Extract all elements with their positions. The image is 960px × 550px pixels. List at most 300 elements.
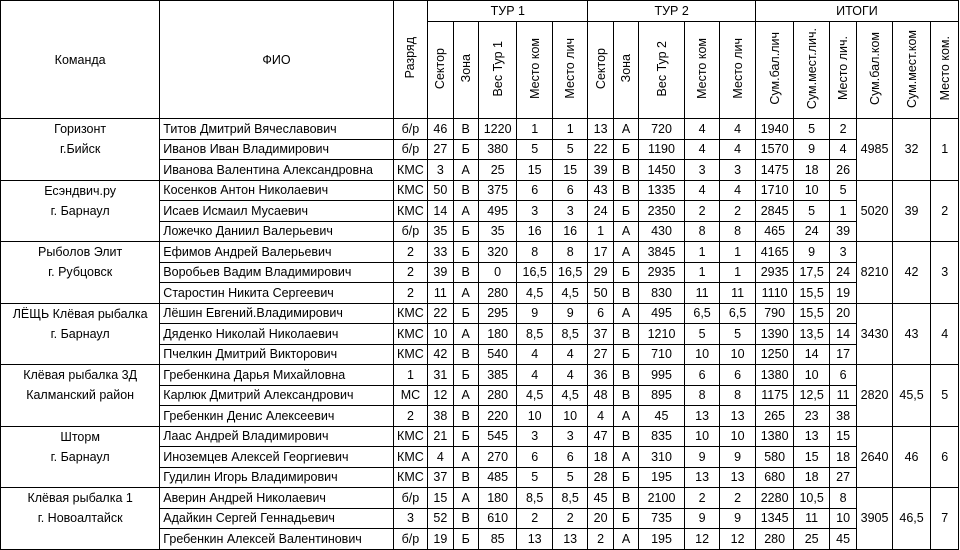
cell-sum-places-pers: 11	[794, 508, 830, 529]
cell-sum-pts-pers: 1175	[755, 385, 794, 406]
cell-place-pers-2: 6,5	[720, 303, 756, 324]
team-cell-blank	[1, 529, 160, 550]
cell-sum-pts-pers: 280	[755, 529, 794, 550]
cell-sum-pts-pers: 1390	[755, 324, 794, 345]
cell-sector-2: 39	[588, 160, 613, 181]
cell-sector-2: 20	[588, 508, 613, 529]
cell-place-pers-total: 26	[829, 160, 856, 181]
cell-zone-2: Б	[613, 344, 638, 365]
team-place: 6	[931, 426, 959, 488]
cell-weight-1: 375	[478, 180, 517, 201]
cell-sum-places-pers: 13,5	[794, 324, 830, 345]
cell-place-team-2: 1	[684, 262, 720, 283]
cell-sum-pts-pers: 1380	[755, 426, 794, 447]
cell-weight-1: 1220	[478, 119, 517, 140]
cell-place-team-2: 8	[684, 221, 720, 242]
cell-sector-2: 28	[588, 467, 613, 488]
cell-place-team-1: 4,5	[517, 385, 553, 406]
cell-sector-1: 46	[428, 119, 453, 140]
table-row	[1, 365, 959, 386]
header-sector-2: Сектор	[588, 22, 613, 119]
cell-sector-2: 22	[588, 139, 613, 160]
cell-place-team-1: 3	[517, 201, 553, 222]
team-sum-places: 43	[892, 303, 931, 365]
cell-sector-1: 33	[428, 242, 453, 263]
cell-zone-2: В	[613, 426, 638, 447]
cell-weight-2: 995	[639, 365, 685, 386]
cell-weight-2: 195	[639, 529, 685, 550]
table-row	[1, 426, 959, 447]
cell-place-pers-1: 8	[552, 242, 588, 263]
cell-place-team-1: 8,5	[517, 488, 553, 509]
header-team: Команда	[1, 1, 160, 119]
table-row	[1, 201, 959, 222]
cell-place-pers-1: 8,5	[552, 324, 588, 345]
cell-sector-2: 18	[588, 447, 613, 468]
team-sum-pts: 3905	[857, 488, 893, 550]
cell-place-team-2: 13	[684, 467, 720, 488]
cell-place-team-2: 6	[684, 365, 720, 386]
cell-place-pers-2: 2	[720, 201, 756, 222]
cell-sector-2: 13	[588, 119, 613, 140]
header-sum-pts-team: Сум.бал.ком	[857, 22, 893, 119]
participant-name: Лаас Андрей Владимирович	[160, 426, 393, 447]
cell-place-pers-1: 15	[552, 160, 588, 181]
cell-place-pers-2: 10	[720, 426, 756, 447]
cell-zone-1: Б	[453, 139, 478, 160]
cell-zone-1: В	[453, 508, 478, 529]
cell-place-pers-total: 38	[829, 406, 856, 427]
cell-rank: б/р	[393, 139, 427, 160]
cell-place-pers-1: 4	[552, 365, 588, 386]
cell-weight-2: 1190	[639, 139, 685, 160]
cell-rank: 2	[393, 406, 427, 427]
cell-weight-2: 1450	[639, 160, 685, 181]
header-tour1: ТУР 1	[428, 1, 588, 22]
cell-zone-2: В	[613, 488, 638, 509]
team-sum-places: 42	[892, 242, 931, 304]
cell-zone-1: В	[453, 262, 478, 283]
cell-weight-2: 835	[639, 426, 685, 447]
team-name: Горизонт	[1, 119, 160, 140]
cell-place-pers-2: 3	[720, 160, 756, 181]
cell-weight-2: 1335	[639, 180, 685, 201]
header-place-team-2: Место ком	[684, 22, 720, 119]
cell-sector-1: 39	[428, 262, 453, 283]
cell-sum-pts-pers: 1940	[755, 119, 794, 140]
header-place-team-1: Место ком	[517, 22, 553, 119]
cell-sum-pts-pers: 790	[755, 303, 794, 324]
cell-weight-2: 430	[639, 221, 685, 242]
cell-place-pers-1: 1	[552, 119, 588, 140]
cell-place-pers-2: 13	[720, 406, 756, 427]
table-row	[1, 406, 959, 427]
cell-sum-places-pers: 25	[794, 529, 830, 550]
cell-place-pers-1: 4,5	[552, 385, 588, 406]
cell-weight-2: 895	[639, 385, 685, 406]
cell-sum-places-pers: 10	[794, 365, 830, 386]
cell-zone-1: А	[453, 385, 478, 406]
cell-place-team-1: 5	[517, 139, 553, 160]
cell-zone-1: В	[453, 119, 478, 140]
cell-sum-pts-pers: 680	[755, 467, 794, 488]
cell-sector-2: 24	[588, 201, 613, 222]
cell-sum-places-pers: 23	[794, 406, 830, 427]
team-city: г. Барнаул	[1, 201, 160, 222]
cell-place-team-2: 5	[684, 324, 720, 345]
cell-weight-1: 485	[478, 467, 517, 488]
header-weight-1: Вес Тур 1	[478, 22, 517, 119]
table-row	[1, 488, 959, 509]
cell-place-pers-total: 15	[829, 426, 856, 447]
cell-place-team-1: 16,5	[517, 262, 553, 283]
cell-place-pers-1: 3	[552, 201, 588, 222]
cell-zone-1: Б	[453, 426, 478, 447]
cell-weight-1: 610	[478, 508, 517, 529]
cell-sum-pts-pers: 4165	[755, 242, 794, 263]
cell-rank: КМС	[393, 344, 427, 365]
participant-name: Иноземцев Алексей Георгиевич	[160, 447, 393, 468]
cell-sum-pts-pers: 265	[755, 406, 794, 427]
cell-place-team-1: 6	[517, 180, 553, 201]
cell-weight-1: 25	[478, 160, 517, 181]
header-sum-places-pers: Сум.мест.лич.	[794, 22, 830, 119]
table-row	[1, 447, 959, 468]
table-row	[1, 344, 959, 365]
cell-weight-1: 270	[478, 447, 517, 468]
cell-zone-2: В	[613, 180, 638, 201]
participant-name: Карлюк Дмитрий Александрович	[160, 385, 393, 406]
team-sum-places: 45,5	[892, 365, 931, 427]
header-place-pers-2: Место лич	[720, 22, 756, 119]
cell-sum-places-pers: 9	[794, 242, 830, 263]
participant-name: Косенков Антон Николаевич	[160, 180, 393, 201]
header-name: ФИО	[160, 1, 393, 119]
cell-rank: 2	[393, 262, 427, 283]
table-row	[1, 283, 959, 304]
team-sum-places: 32	[892, 119, 931, 181]
cell-weight-2: 310	[639, 447, 685, 468]
cell-place-pers-2: 4	[720, 119, 756, 140]
cell-sum-places-pers: 10,5	[794, 488, 830, 509]
participant-name: Титов Дмитрий Вячеславович	[160, 119, 393, 140]
cell-place-pers-1: 4	[552, 344, 588, 365]
table-row	[1, 467, 959, 488]
participant-name: Ефимов Андрей Валерьевич	[160, 242, 393, 263]
cell-place-pers-total: 5	[829, 180, 856, 201]
header-sector-1: Сектор	[428, 22, 453, 119]
participant-name: Пчелкин Дмитрий Викторович	[160, 344, 393, 365]
cell-place-team-2: 8	[684, 385, 720, 406]
table-row	[1, 508, 959, 529]
cell-place-team-2: 2	[684, 488, 720, 509]
cell-place-team-2: 9	[684, 447, 720, 468]
participant-name: Гребенкина Дарья Михайловна	[160, 365, 393, 386]
table-row	[1, 139, 959, 160]
cell-place-pers-2: 4	[720, 180, 756, 201]
team-sum-pts: 8210	[857, 242, 893, 304]
cell-place-team-2: 4	[684, 180, 720, 201]
participant-name: Исаев Исмаил Мусаевич	[160, 201, 393, 222]
team-city: г. Барнаул	[1, 447, 160, 468]
cell-sector-1: 31	[428, 365, 453, 386]
cell-sector-2: 6	[588, 303, 613, 324]
cell-zone-2: А	[613, 119, 638, 140]
cell-weight-2: 45	[639, 406, 685, 427]
participant-name: Лёшин Евгений.Владимирович	[160, 303, 393, 324]
header-sum-pts-pers: Сум.бал.лич	[755, 22, 794, 119]
cell-sector-1: 4	[428, 447, 453, 468]
team-city: г. Новоалтайск	[1, 508, 160, 529]
cell-sum-pts-pers: 1570	[755, 139, 794, 160]
cell-rank: КМС	[393, 426, 427, 447]
cell-sector-1: 21	[428, 426, 453, 447]
cell-zone-1: А	[453, 324, 478, 345]
cell-place-pers-2: 10	[720, 344, 756, 365]
cell-place-team-1: 4,5	[517, 283, 553, 304]
cell-sector-1: 11	[428, 283, 453, 304]
cell-sum-places-pers: 17,5	[794, 262, 830, 283]
table-row	[1, 324, 959, 345]
cell-place-pers-total: 24	[829, 262, 856, 283]
cell-place-pers-total: 20	[829, 303, 856, 324]
cell-place-team-2: 1	[684, 242, 720, 263]
cell-weight-2: 2350	[639, 201, 685, 222]
cell-sector-1: 3	[428, 160, 453, 181]
cell-place-pers-2: 1	[720, 262, 756, 283]
cell-place-team-2: 13	[684, 406, 720, 427]
participant-name: Гудилин Игорь Владимирович	[160, 467, 393, 488]
cell-place-pers-total: 39	[829, 221, 856, 242]
cell-place-pers-2: 4	[720, 139, 756, 160]
team-cell-blank	[1, 160, 160, 181]
cell-sum-places-pers: 14	[794, 344, 830, 365]
cell-weight-2: 195	[639, 467, 685, 488]
cell-zone-1: В	[453, 344, 478, 365]
cell-place-pers-1: 10	[552, 406, 588, 427]
table-row	[1, 242, 959, 263]
cell-weight-1: 320	[478, 242, 517, 263]
cell-weight-1: 380	[478, 139, 517, 160]
team-cell-blank	[1, 344, 160, 365]
cell-weight-1: 35	[478, 221, 517, 242]
cell-rank: КМС	[393, 447, 427, 468]
cell-place-pers-total: 14	[829, 324, 856, 345]
cell-zone-1: А	[453, 488, 478, 509]
cell-sum-places-pers: 12,5	[794, 385, 830, 406]
cell-sum-places-pers: 13	[794, 426, 830, 447]
cell-zone-2: В	[613, 385, 638, 406]
cell-rank: КМС	[393, 324, 427, 345]
cell-zone-1: А	[453, 201, 478, 222]
cell-weight-1: 385	[478, 365, 517, 386]
cell-weight-1: 280	[478, 385, 517, 406]
cell-place-pers-1: 6	[552, 447, 588, 468]
table-row	[1, 221, 959, 242]
cell-place-team-1: 2	[517, 508, 553, 529]
participant-name: Иванова Валентина Александровна	[160, 160, 393, 181]
participant-name: Гребенкин Алексей Валентинович	[160, 529, 393, 550]
cell-place-pers-2: 11	[720, 283, 756, 304]
cell-sum-pts-pers: 465	[755, 221, 794, 242]
cell-zone-2: Б	[613, 139, 638, 160]
cell-zone-2: В	[613, 324, 638, 345]
cell-weight-1: 545	[478, 426, 517, 447]
cell-place-pers-total: 11	[829, 385, 856, 406]
cell-sector-1: 14	[428, 201, 453, 222]
cell-place-team-2: 2	[684, 201, 720, 222]
cell-rank: 2	[393, 242, 427, 263]
cell-place-pers-1: 6	[552, 180, 588, 201]
cell-sector-2: 43	[588, 180, 613, 201]
cell-sector-2: 17	[588, 242, 613, 263]
team-city: г.Бийск	[1, 139, 160, 160]
cell-zone-2: Б	[613, 467, 638, 488]
cell-place-pers-1: 13	[552, 529, 588, 550]
cell-place-team-2: 4	[684, 139, 720, 160]
header-zone-2: Зона	[613, 22, 638, 119]
cell-rank: 2	[393, 283, 427, 304]
cell-sector-1: 52	[428, 508, 453, 529]
cell-sector-2: 29	[588, 262, 613, 283]
cell-sector-2: 48	[588, 385, 613, 406]
cell-zone-2: В	[613, 160, 638, 181]
team-name: Клёвая рыбалка 3Д	[1, 365, 160, 386]
team-sum-pts: 3430	[857, 303, 893, 365]
team-sum-places: 46,5	[892, 488, 931, 550]
header-rank: Разряд	[393, 1, 427, 119]
cell-place-pers-total: 27	[829, 467, 856, 488]
cell-place-pers-1: 8,5	[552, 488, 588, 509]
cell-place-pers-1: 2	[552, 508, 588, 529]
team-cell-blank	[1, 283, 160, 304]
header-weight-2: Вес Тур 2	[639, 22, 685, 119]
cell-place-pers-2: 8	[720, 221, 756, 242]
cell-sector-2: 1	[588, 221, 613, 242]
cell-sector-2: 27	[588, 344, 613, 365]
participant-name: Дяденко Николай Николаевич	[160, 324, 393, 345]
cell-zone-1: Б	[453, 365, 478, 386]
cell-zone-2: В	[613, 283, 638, 304]
cell-weight-2: 2100	[639, 488, 685, 509]
cell-place-pers-total: 10	[829, 508, 856, 529]
cell-place-team-1: 10	[517, 406, 553, 427]
cell-place-pers-1: 5	[552, 139, 588, 160]
team-name: Рыболов Элит	[1, 242, 160, 263]
cell-weight-1: 180	[478, 324, 517, 345]
cell-sum-places-pers: 10	[794, 180, 830, 201]
team-place: 3	[931, 242, 959, 304]
cell-place-team-1: 4	[517, 365, 553, 386]
cell-place-team-2: 4	[684, 119, 720, 140]
cell-rank: б/р	[393, 119, 427, 140]
cell-place-team-1: 5	[517, 467, 553, 488]
team-name: ЛЁЩЬ Клёвая рыбалка	[1, 303, 160, 324]
cell-sector-2: 36	[588, 365, 613, 386]
participant-name: Гребенкин Денис Алексеевич	[160, 406, 393, 427]
team-sum-pts: 4985	[857, 119, 893, 181]
cell-zone-1: В	[453, 180, 478, 201]
cell-rank: КМС	[393, 303, 427, 324]
cell-sum-places-pers: 24	[794, 221, 830, 242]
cell-sum-pts-pers: 1345	[755, 508, 794, 529]
team-sum-pts: 2820	[857, 365, 893, 427]
cell-place-pers-total: 19	[829, 283, 856, 304]
cell-sum-places-pers: 5	[794, 201, 830, 222]
cell-place-pers-total: 4	[829, 139, 856, 160]
cell-sum-places-pers: 15,5	[794, 303, 830, 324]
table-row	[1, 262, 959, 283]
cell-sum-pts-pers: 1110	[755, 283, 794, 304]
team-name: Есэндвич.ру	[1, 180, 160, 201]
cell-sector-1: 15	[428, 488, 453, 509]
cell-sum-places-pers: 5	[794, 119, 830, 140]
team-city: г. Барнаул	[1, 324, 160, 345]
cell-rank: б/р	[393, 488, 427, 509]
cell-zone-2: Б	[613, 262, 638, 283]
cell-place-pers-total: 17	[829, 344, 856, 365]
participant-name: Ложечко Даниил Валерьевич	[160, 221, 393, 242]
team-place: 4	[931, 303, 959, 365]
cell-place-pers-2: 8	[720, 385, 756, 406]
cell-zone-1: В	[453, 406, 478, 427]
cell-sector-2: 47	[588, 426, 613, 447]
table-row	[1, 529, 959, 550]
cell-place-team-1: 4	[517, 344, 553, 365]
cell-sector-1: 12	[428, 385, 453, 406]
cell-zone-1: В	[453, 467, 478, 488]
cell-sector-1: 35	[428, 221, 453, 242]
team-name: Шторм	[1, 426, 160, 447]
cell-sector-1: 42	[428, 344, 453, 365]
cell-weight-1: 295	[478, 303, 517, 324]
cell-weight-2: 710	[639, 344, 685, 365]
cell-weight-1: 540	[478, 344, 517, 365]
cell-place-pers-total: 1	[829, 201, 856, 222]
cell-place-pers-1: 4,5	[552, 283, 588, 304]
cell-place-pers-2: 2	[720, 488, 756, 509]
cell-sector-2: 37	[588, 324, 613, 345]
cell-sector-1: 22	[428, 303, 453, 324]
cell-sector-1: 19	[428, 529, 453, 550]
cell-sum-places-pers: 18	[794, 160, 830, 181]
participant-name: Воробьев Вадим Владимирович	[160, 262, 393, 283]
cell-sum-places-pers: 15	[794, 447, 830, 468]
cell-rank: КМС	[393, 201, 427, 222]
cell-place-pers-total: 3	[829, 242, 856, 263]
cell-rank: КМС	[393, 467, 427, 488]
cell-weight-1: 85	[478, 529, 517, 550]
team-sum-pts: 5020	[857, 180, 893, 242]
cell-sector-1: 37	[428, 467, 453, 488]
cell-sum-pts-pers: 580	[755, 447, 794, 468]
table-row	[1, 180, 959, 201]
cell-sector-2: 4	[588, 406, 613, 427]
cell-zone-2: Б	[613, 508, 638, 529]
cell-rank: б/р	[393, 529, 427, 550]
cell-weight-2: 495	[639, 303, 685, 324]
header-tour2: ТУР 2	[588, 1, 755, 22]
cell-zone-1: Б	[453, 303, 478, 324]
cell-zone-2: В	[613, 365, 638, 386]
team-sum-pts: 2640	[857, 426, 893, 488]
cell-rank: 3	[393, 508, 427, 529]
cell-weight-1: 280	[478, 283, 517, 304]
cell-weight-1: 495	[478, 201, 517, 222]
cell-place-pers-total: 8	[829, 488, 856, 509]
cell-weight-2: 720	[639, 119, 685, 140]
participant-name: Аверин Андрей Николаевич	[160, 488, 393, 509]
